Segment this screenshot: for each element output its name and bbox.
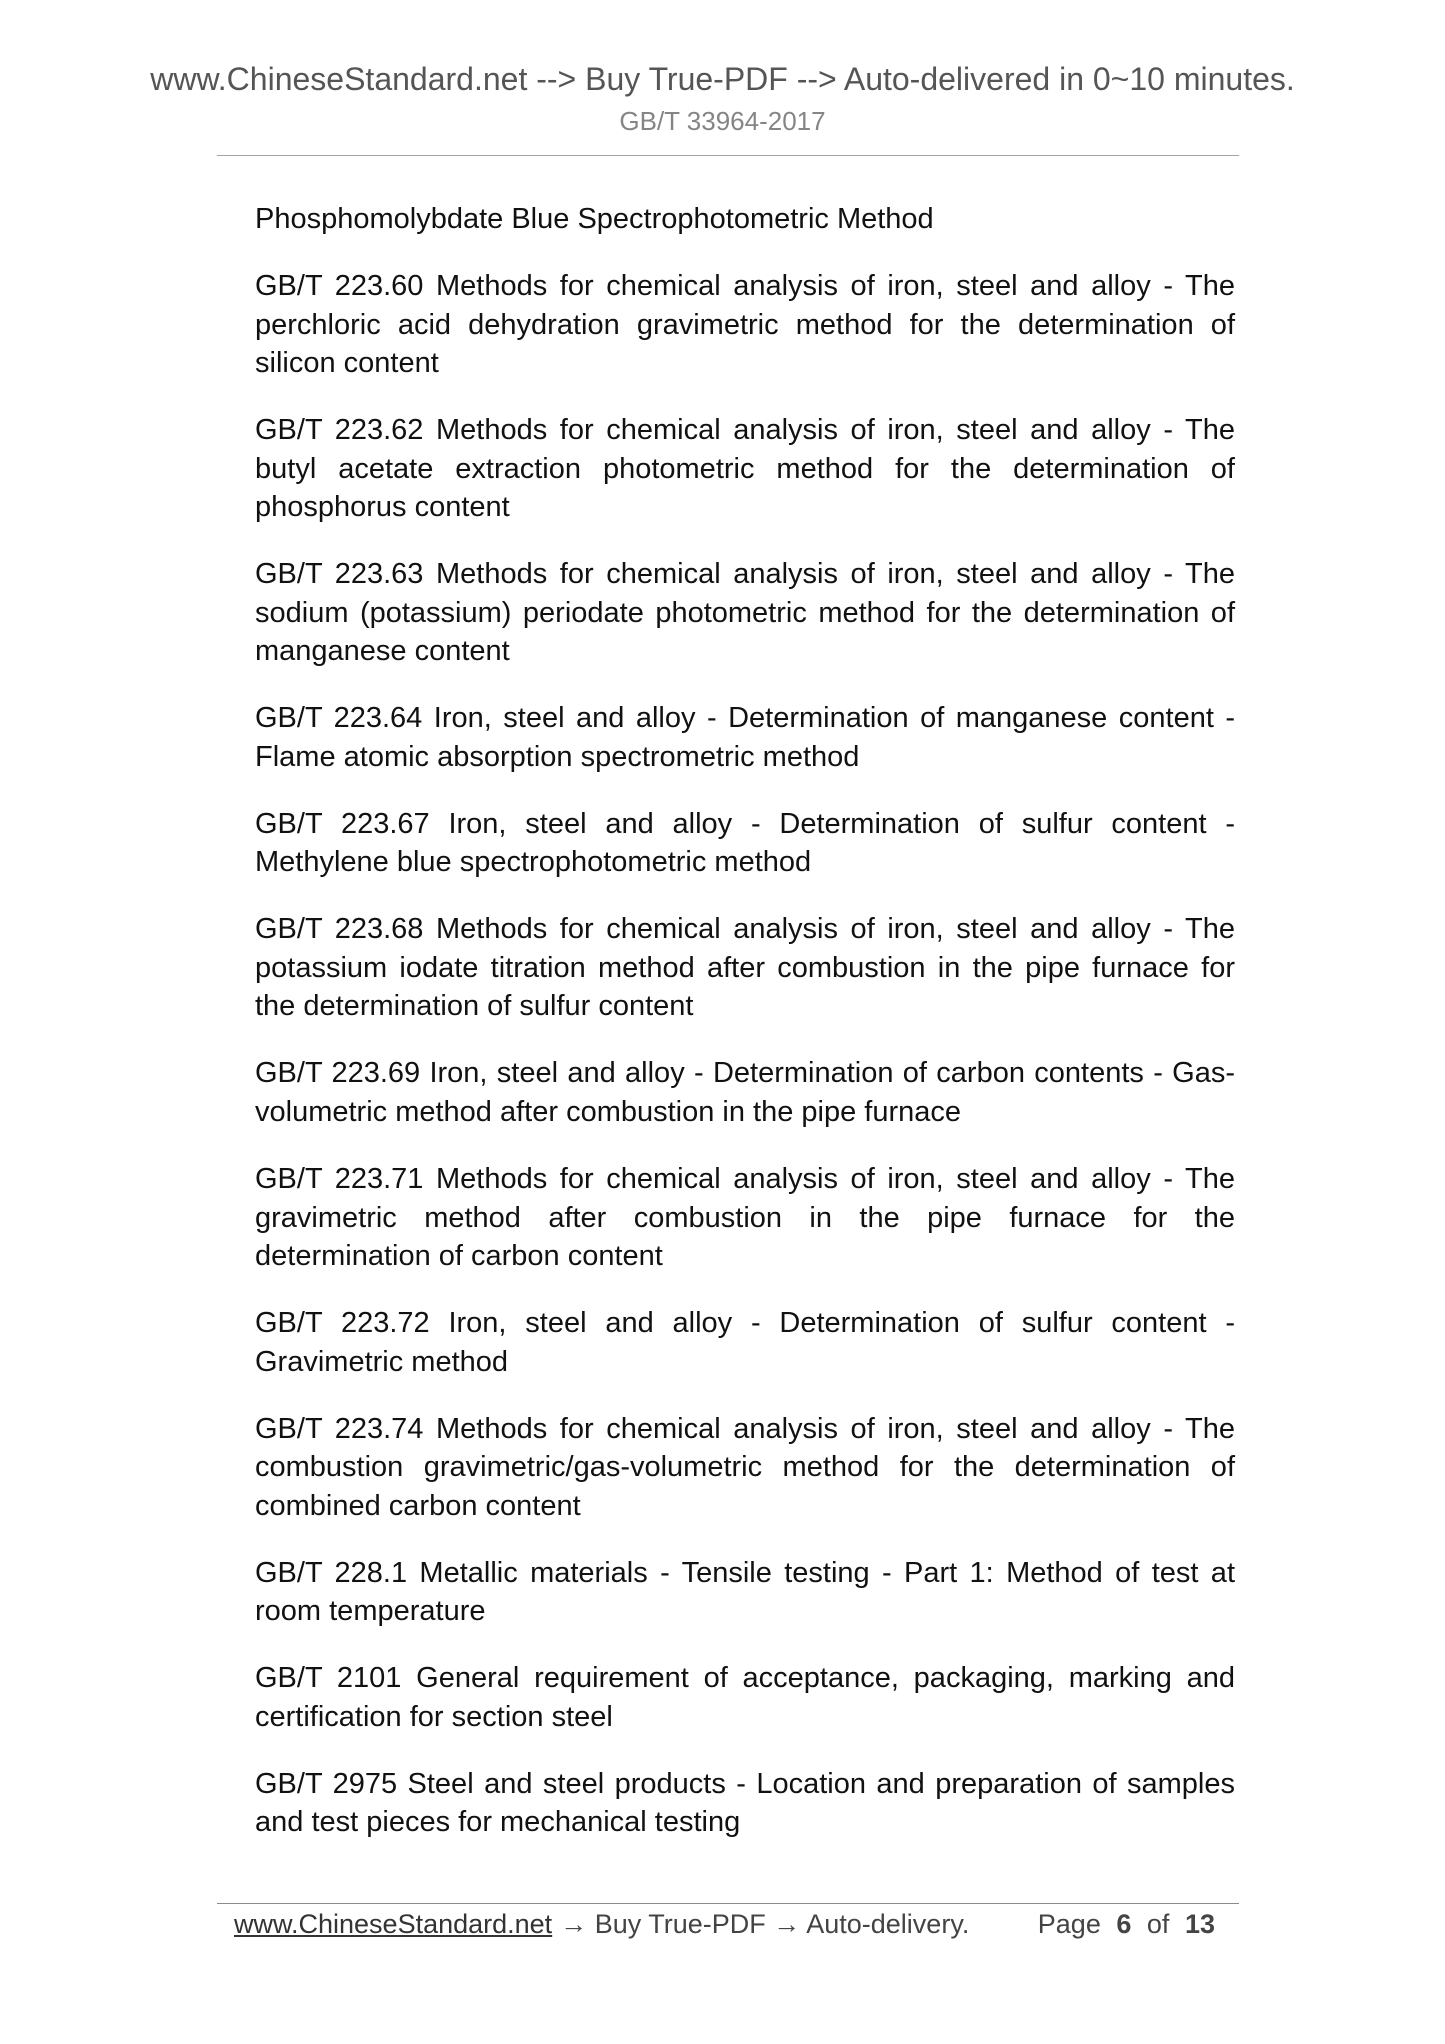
standard-code: GB/T 33964-2017 xyxy=(619,106,826,136)
reference-entry xyxy=(255,805,1235,882)
header-banner: www.ChineseStandard.net --> Buy True-PDF --> Auto-delivered in 0~10 minutes. xyxy=(150,61,1295,97)
current-page-number: 6 xyxy=(1116,1909,1132,1939)
page-label: Page xyxy=(1037,1909,1101,1939)
paragraph-line: the determination of sulfur content xyxy=(255,990,694,1023)
page-footer xyxy=(217,1908,1239,1940)
paragraph-line: Gravimetric method xyxy=(255,1345,509,1378)
paragraph-line: determination of carbon content xyxy=(255,1239,663,1272)
paragraph-line: phosphorus content xyxy=(255,491,510,524)
reference-entry xyxy=(255,1304,1235,1381)
reference-entry xyxy=(255,1054,1235,1131)
paragraph-line: gravimetric method after combustion in the pipe furnace for the xyxy=(255,1201,1235,1234)
of-label: of xyxy=(1146,1909,1170,1939)
paragraph-line: GB/T 223.60 Methods for chemical analysis of iron, steel and alloy - The xyxy=(255,270,1235,303)
paragraph-line: GB/T 2101 General requirement of acceptance, packaging, marking and xyxy=(255,1662,1235,1695)
total-pages-number: 13 xyxy=(1184,1909,1215,1939)
reference-entry xyxy=(255,1659,1235,1736)
paragraph-line: certification for section steel xyxy=(255,1700,613,1733)
paragraph-line: potassium iodate titration method after combustion in the pipe furnace for xyxy=(255,951,1235,984)
paragraph-line: GB/T 223.68 Methods for chemical analysis of iron, steel and alloy - The xyxy=(255,913,1235,946)
paragraph-line: GB/T 223.71 Methods for chemical analysis of iron, steel and alloy - The xyxy=(255,1163,1235,1196)
paragraph-line: GB/T 223.74 Methods for chemical analysis of iron, steel and alloy - The xyxy=(255,1412,1235,1445)
paragraph-line: combined carbon content xyxy=(255,1489,581,1522)
reference-entry xyxy=(255,910,1235,1025)
paragraph-line: GB/T 223.62 Methods for chemical analysis of iron, steel and alloy - The xyxy=(255,414,1235,447)
paragraph-line: volumetric method after combustion in the pipe furnace xyxy=(255,1095,962,1128)
reference-entry xyxy=(255,699,1235,776)
document-body xyxy=(255,200,1235,1871)
paragraph-line: silicon content xyxy=(255,347,439,380)
paragraph-line: GB/T 223.63 Methods for chemical analysis of iron, steel and alloy - The xyxy=(255,558,1235,591)
reference-entry xyxy=(255,267,1235,382)
paragraph-line: GB/T 223.69 Iron, steel and alloy - Determination of carbon contents - Gas- xyxy=(255,1057,1235,1090)
reference-entry xyxy=(255,411,1235,526)
paragraph-line: GB/T 2975 Steel and steel products - Location and preparation of samples xyxy=(255,1767,1235,1800)
reference-entry xyxy=(255,1765,1235,1842)
reference-entry xyxy=(255,555,1235,670)
header-divider xyxy=(217,155,1239,156)
paragraph-line: Flame atomic absorption spectrometric method xyxy=(255,740,860,773)
reference-entry xyxy=(255,1554,1235,1631)
reference-entry xyxy=(255,1410,1235,1525)
paragraph-line: manganese content xyxy=(255,635,510,668)
paragraph-line: combustion gravimetric/gas-volumetric method for the determination of xyxy=(255,1451,1235,1484)
paragraph-line: Phosphomolybdate Blue Spectrophotometric Method xyxy=(255,203,934,235)
paragraph-line: perchloric acid dehydration gravimetric method for the determination of xyxy=(255,308,1235,341)
paragraph-line: butyl acetate extraction photometric method for the determination of xyxy=(255,452,1235,485)
footer-tagline: → Buy True-PDF → Auto-delivery. xyxy=(560,1909,970,1939)
footer-site-link[interactable]: www.ChineseStandard.net xyxy=(234,1909,553,1939)
paragraph-line: Methylene blue spectrophotometric method xyxy=(255,846,812,879)
paragraph-line: room temperature xyxy=(255,1595,486,1628)
page-indicator xyxy=(1038,1908,1215,1940)
paragraph-line: GB/T 228.1 Metallic materials - Tensile testing - Part 1: Method of test at xyxy=(255,1556,1235,1589)
footer-left xyxy=(234,1908,969,1940)
paragraph-line: GB/T 223.64 Iron, steel and alloy - Determination of manganese content - xyxy=(255,702,1235,735)
paragraph-line: sodium (potassium) periodate photometric method for the determination of xyxy=(255,596,1235,629)
footer-divider xyxy=(217,1903,1239,1904)
reference-entry-continuation xyxy=(255,200,1235,238)
reference-entry xyxy=(255,1160,1235,1275)
paragraph-line: GB/T 223.67 Iron, steel and alloy - Determination of sulfur content - xyxy=(255,807,1235,840)
paragraph-line: and test pieces for mechanical testing xyxy=(255,1806,741,1839)
paragraph-line: GB/T 223.72 Iron, steel and alloy - Determination of sulfur content - xyxy=(255,1307,1235,1340)
